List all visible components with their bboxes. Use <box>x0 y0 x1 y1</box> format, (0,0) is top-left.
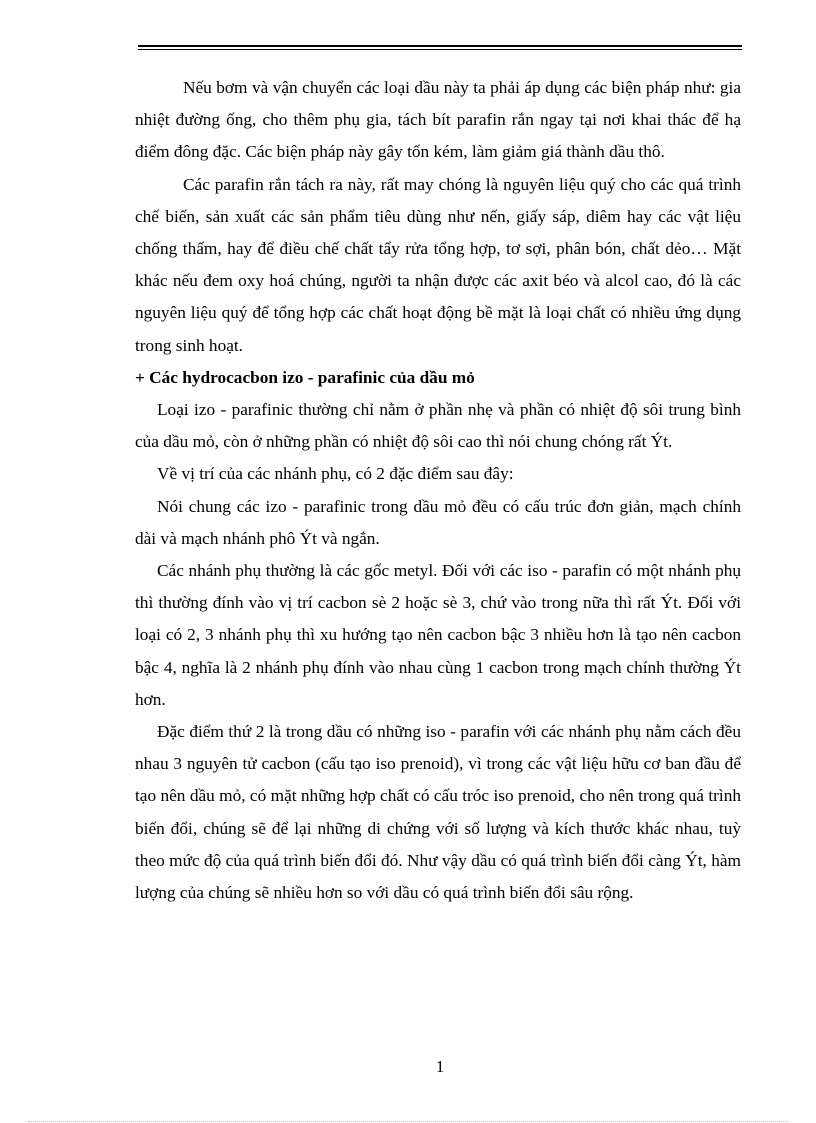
page-bottom-border <box>28 1121 788 1122</box>
paragraph-izo-location: Loại izo - parafinic thường chỉ nằm ở phần nhẹ và phần có nhiệt độ sôi trung bình của dầu mỏ, còn ở những phần có nhiệt độ sôi cao thì nói chung chóng rất Ýt. <box>135 400 741 452</box>
paragraph-simple-structure: Nói chung các izo - parafinic trong dầu mỏ đều có cấu trúc đơn giản, mạch chính dài và mạch nhánh phô Ýt và ngắn. <box>135 496 741 548</box>
page-number: 1 <box>435 1057 445 1076</box>
header-rule-thick <box>138 45 742 47</box>
paragraph-methyl-branches: Các nhánh phụ thường là các gốc metyl. Đối với các iso - parafin có một nhánh phụ thì thường đính vào vị trí cacbon sè 2 hoặc sè 3, chứ vào trong nữa thì rất Ýt. Đối với loại có 2, 3 nhánh phụ thì xu hướng tạo nên cacbon bậc 3 nhiều hơn là tạo nên cacbon bậc 4, nghĩa là 2 nhánh phụ đính vào nhau cùng 1 cacbon trong mạch chính thường Ýt hơn. <box>135 561 741 709</box>
header-rule <box>138 45 742 51</box>
paragraph-paraffin-uses: Các parafin rắn tách ra này, rất may chóng là nguyên liệu quý cho các quá trình chế biến, sản xuất các sản phẩm tiêu dùng như nến, giấy sáp, diêm hay các vật liệu chống thấm, hay để điều chế chất tẩy rửa tổng hợp, tơ sợi, phân bón, chất dẻo… Mặt khác nếu đem oxy hoá chúng, người ta nhận được các axit béo và alcol cao, đó là các nguyên liệu quý để tổng hợp các chất hoạt động bề mặt là loại chất có nhiều ứng dụng trong sinh hoạt. <box>135 174 741 355</box>
document-body <box>135 72 741 909</box>
paragraph-branch-intro: Về vị trí của các nhánh phụ, có 2 đặc điểm sau đây: <box>157 464 514 484</box>
section-heading-izo-parafinic: + Các hydrocacbon izo - parafinic của dầu mỏ <box>135 367 475 387</box>
paragraph-pumping-measures: Nếu bơm và vận chuyển các loại dầu này ta phải áp dụng các biện pháp như: gia nhiệt đường ống, cho thêm phụ gia, tách bít parafin rắn ngay tại nơi khai thác để hạ điểm đông đặc. Các biện pháp này gây tốn kém, làm giảm giá thành dầu thô. <box>135 78 741 162</box>
header-rule-thin <box>138 49 742 50</box>
paragraph-isoprenoid: Đặc điểm thứ 2 là trong dầu có những iso - parafin với các nhánh phụ nằm cách đều nhau 3 nguyên tử cacbon (cấu tạo iso prenoid), vì trong các vật liệu hữu cơ ban đầu để tạo nên dầu mỏ, có mặt những hợp chất có cấu tróc iso prenoid, cho nên trong quá trình biến đổi, chúng sẽ để lại những di chứng với số lượng và kích thước khác nhau, tuỳ theo mức độ của quá trình biến đổi đó. Như vậy dầu có quá trình biến đổi càng Ýt, hàm lượng của chúng sẽ nhiều hơn so với dầu có quá trình biến đổi sâu rộng. <box>135 722 741 903</box>
